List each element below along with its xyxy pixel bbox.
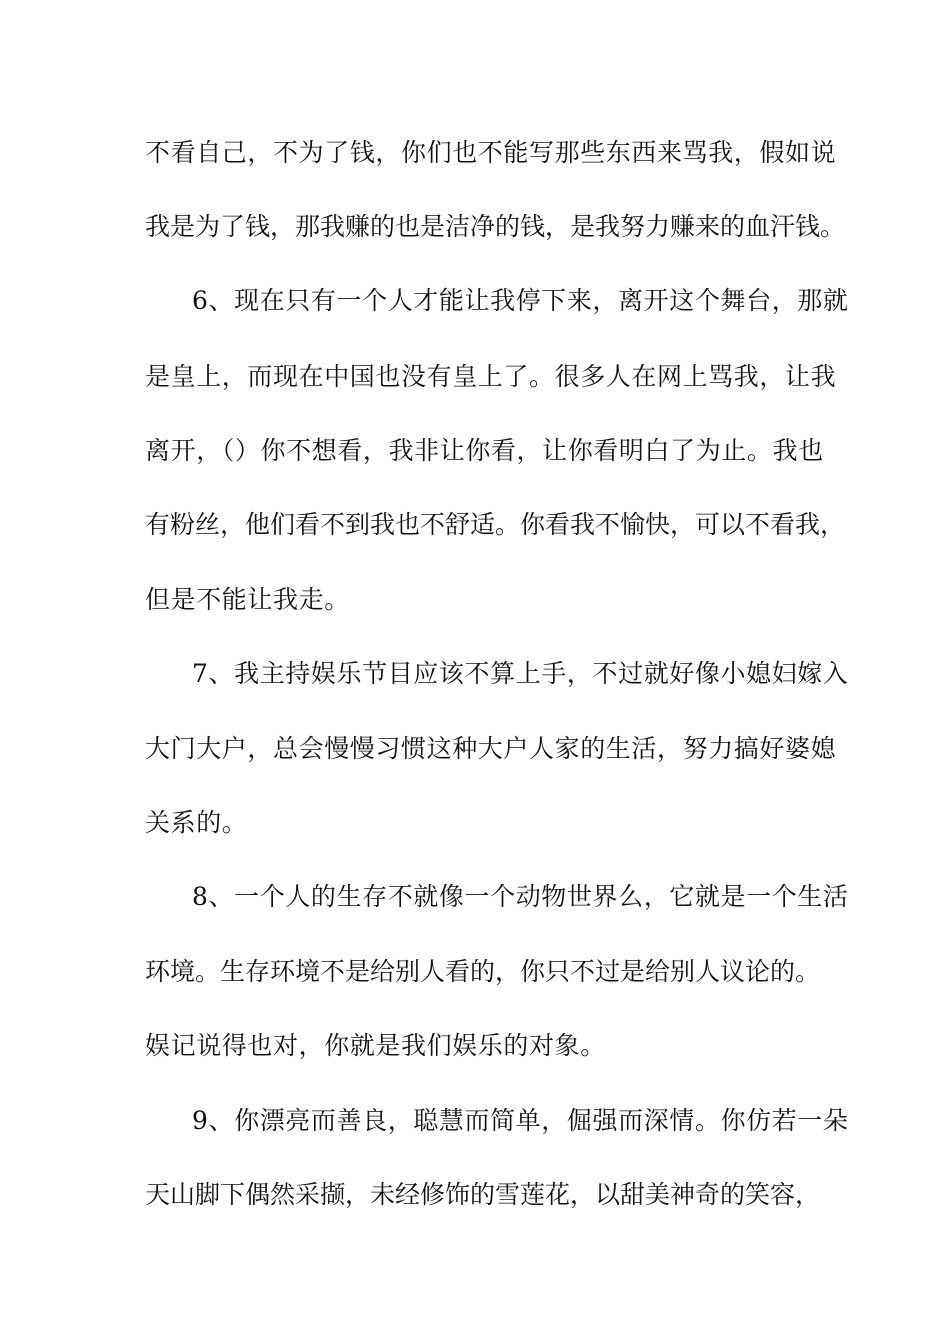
paragraph-start-line: 8、一个人的生存不就像一个动物世界么，它就是一个生活 — [192, 882, 849, 911]
text-line: 环境。生存环境不是给别人看的，你只不过是给别人议论的。 — [145, 957, 821, 986]
text-line: 有粉丝，他们看不到我也不舒适。你看我不愉快，可以不看我， — [145, 510, 846, 539]
text-line: 是皇上，而现在中国也没有皇上了。很多人在网上骂我，让我 — [145, 362, 837, 391]
paragraph-start-line: 9、你漂亮而善良，聪慧而简单，倔强而深情。你仿若一朵 — [192, 1106, 849, 1135]
paragraph-start-line: 7、我主持娱乐节目应该不算上手，不过就好像小媳妇嫁入 — [192, 659, 849, 688]
text-line: 关系的。 — [145, 808, 248, 837]
text-line: 我是为了钱，那我赚的也是洁净的钱，是我努力赚来的血汗钱。 — [145, 212, 846, 241]
text-line: 但是不能让我走。 — [145, 585, 350, 614]
text-line: 大门大户，总会慢慢习惯这种大户人家的生活，努力搞好婆媳 — [145, 734, 837, 763]
text-line: 离开，（）你不想看，我非让你看，让你看明白了为止。我也 — [145, 436, 824, 465]
text-line: 娱记说得也对，你就是我们娱乐的对象。 — [145, 1031, 606, 1060]
text-line: 天山脚下偶然采撷，未经修饰的雪莲花，以甜美神奇的笑容， — [145, 1180, 821, 1209]
text-line: 不看自己，不为了钱，你们也不能写那些东西来骂我，假如说 — [145, 138, 837, 167]
paragraph-start-line: 6、现在只有一个人才能让我停下来，离开这个舞台，那就 — [192, 286, 849, 315]
